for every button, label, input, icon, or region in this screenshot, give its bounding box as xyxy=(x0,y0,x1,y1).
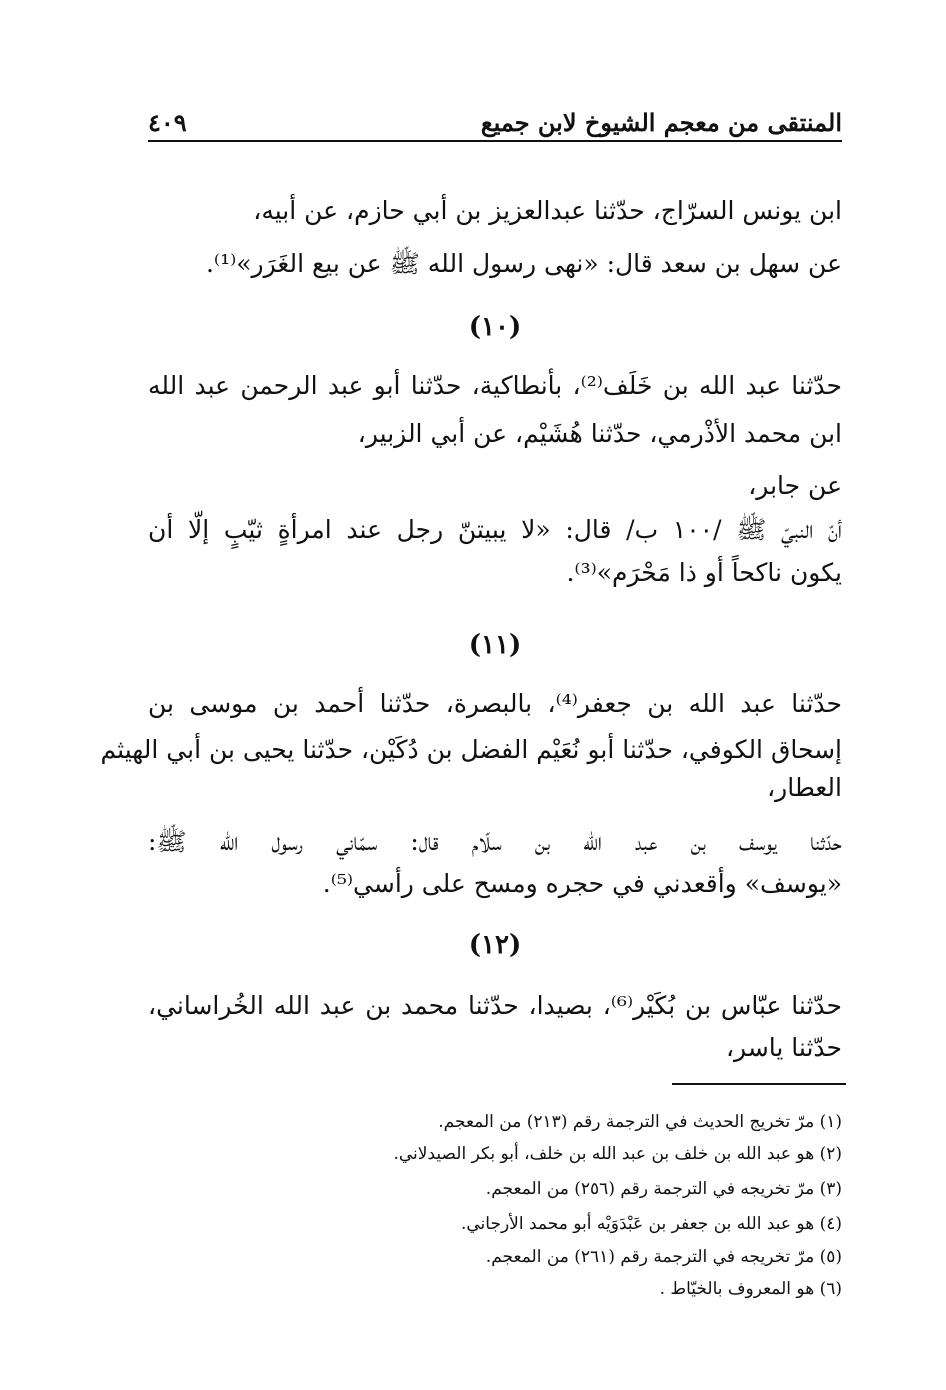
text-line: ابن محمد الأذْرمي، حدّثنا هُشَيْم، عن أبي الزبير، xyxy=(357,419,842,448)
text-line: يكون ناكحاً أو ذا مَحْرَم»⁽³⁾. xyxy=(566,558,842,587)
text-line: عن جابر، xyxy=(748,471,842,500)
footnote: (٦) هو المعروف بالخيّاط . xyxy=(659,1279,842,1299)
footnote: (٤) هو عبد الله بن جعفر بن عَبْدَوَيْه أبو محمد الأرجاني. xyxy=(460,1214,842,1234)
text-line: إسحاق الكوفي، حدّثنا أبو نُعَيْم الفضل بن دُكَيْن، حدّثنا يحيى بن أبي الهيثم xyxy=(100,735,842,764)
text-line: ابن يونس السرّاج، حدّثنا عبدالعزيز بن أبي حازم، عن أبيه، xyxy=(253,196,842,225)
footnote: (٢) هو عبد الله بن خلف بن عبد الله بن خلف، أبو بكر الصيدلاني. xyxy=(393,1144,842,1164)
section-heading: (١١) xyxy=(468,630,522,660)
text-line: حدّثنا عبّاس بن بُكَيْر⁽⁶⁾، بصيدا، حدّثنا محمد بن عبد الله الخُراساني، xyxy=(148,991,843,1020)
text-line: حدّثنا عبد الله بن خَلَف⁽²⁾، بأنطاكية، حدّثنا أبو عبد الرحمن عبد الله xyxy=(148,371,842,400)
footnote: (٣) مرّ تخريجه في الترجمة رقم (٢٥٦) من المعجم. xyxy=(485,1179,842,1199)
text-line: العطار، xyxy=(767,773,842,802)
running-title: المنتقى من معجم الشيوخ لابن جميع xyxy=(480,108,842,137)
section-heading: (١٠) xyxy=(468,312,522,342)
text-line: حدّثنا ياسر، xyxy=(725,1033,842,1062)
text-line: «يوسف» وأقعدني في حجره ومسح على رأسي⁽⁵⁾. xyxy=(322,869,842,898)
text-line: حدّثنا عبد الله بن جعفر⁽⁴⁾، بالبصرة، حدّثنا أحمد بن موسى بن xyxy=(148,689,842,718)
text-line: حدّثنا يوسف بن عبد الله بن سلّام قال: سمّاني رسول الله ﷺ: xyxy=(148,827,842,856)
text-line: عن سهل بن سعد قال: «نهى رسول الله ﷺ عن بيع الغَرَر»⁽¹⁾. xyxy=(205,249,842,278)
main-text xyxy=(100,0,843,1080)
text-line: أنّ النبيّ ﷺ /١٠٠ ب/ قال: «لا يبيتنّ رجل عند امرأةٍ ثيّبٍ إلّا أن xyxy=(148,515,842,544)
footnote-rule xyxy=(672,1083,846,1085)
section-heading: (١٢) xyxy=(468,930,522,960)
page-number: ٤٠٩ xyxy=(148,108,187,137)
footnote: (١) مرّ تخريج الحديث في الترجمة رقم (٢١٣) من المعجم. xyxy=(438,1112,842,1132)
footnote: (٥) مرّ تخريجه في الترجمة رقم (٢٦١) من المعجم. xyxy=(485,1247,842,1267)
